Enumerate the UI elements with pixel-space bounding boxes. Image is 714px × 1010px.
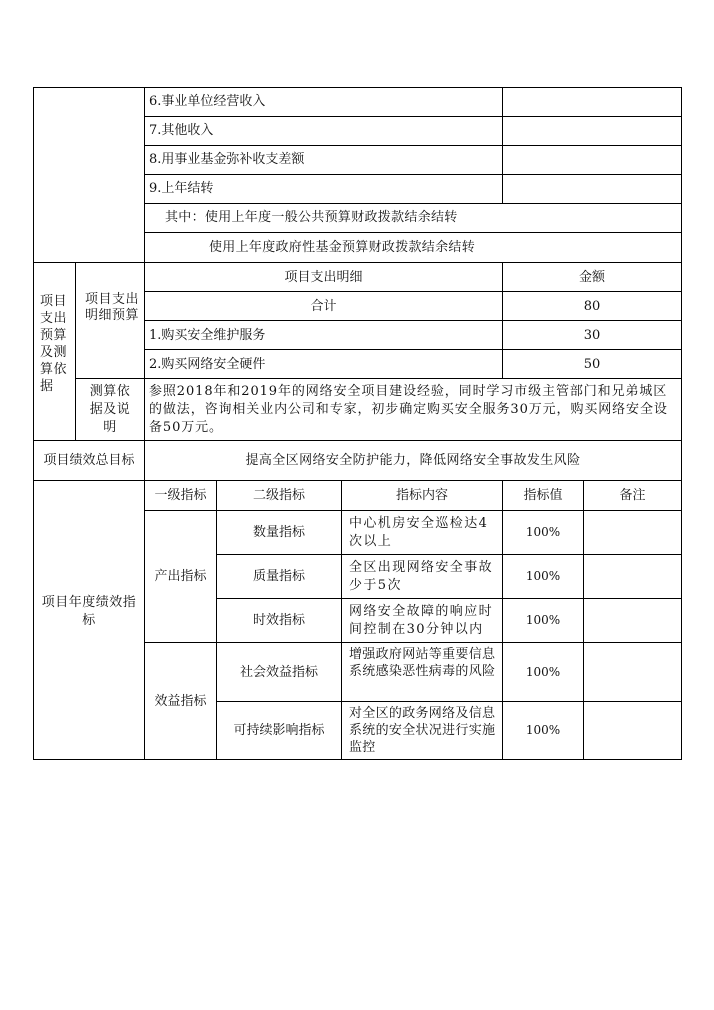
income-row-label: 8.用事业基金弥补收支差额 [149, 152, 305, 167]
level2-indicator: 社会效益指标 [239, 664, 318, 680]
budget-section-label: 项目支出预算及测算依据 [40, 294, 68, 394]
rule [144, 116, 682, 117]
detail-column-header: 项目支出明细 [284, 269, 363, 285]
rule [144, 232, 682, 233]
header-content: 指标内容 [395, 488, 448, 503]
budget-item-value: 50 [583, 356, 601, 372]
rule [144, 87, 145, 262]
rule [33, 759, 682, 760]
amount-column-header: 金额 [578, 269, 605, 285]
indicator-note [584, 599, 681, 642]
budget-item-name: 2.购买网络安全硬件 [149, 357, 266, 372]
budget-item-value: 30 [583, 327, 601, 343]
rule [341, 480, 342, 760]
level2-indicator: 可持续影响指标 [233, 723, 325, 738]
rule [144, 203, 682, 204]
indicator-note [584, 511, 681, 554]
level2-indicator: 时效指标 [252, 613, 305, 628]
indicator-value: 100% [525, 613, 561, 627]
indicator-note [584, 555, 681, 598]
level2-indicator: 质量指标 [252, 569, 305, 584]
rule [75, 262, 76, 440]
level2-indicator: 数量指标 [252, 525, 305, 540]
header-value: 指标值 [523, 488, 563, 503]
basis-label: 测算依据及说明 [89, 384, 131, 435]
header-note: 备注 [619, 488, 646, 503]
indicator-value: 100% [525, 525, 561, 539]
level1-indicator: 产出指标 [154, 569, 207, 584]
indicator-content: 中心机房安全巡检达4次以上 [349, 516, 489, 549]
income-row-label: 6.事业单位经营收入 [149, 94, 266, 109]
total-value: 80 [583, 298, 601, 314]
rule [75, 378, 682, 379]
indicator-value: 100% [525, 664, 561, 679]
indicator-value: 100% [525, 569, 561, 583]
rule [681, 87, 682, 760]
budget-detail-label: 项目支出明细预算 [84, 292, 139, 323]
indicator-content: 网络安全故障的响应时间控制在30分钟以内 [349, 604, 494, 637]
rule [502, 87, 503, 203]
indicator-note [584, 702, 681, 759]
income-row-label: 其中：使用上年度一般公共预算财政拨款结余结转 [165, 210, 458, 225]
indicator-content: 全区出现网络安全事故少于5次 [349, 560, 494, 593]
rule [33, 87, 682, 88]
goal-text: 提高全区网络安全防护能力，降低网络安全事故发生风险 [245, 453, 581, 468]
indicator-note [584, 643, 681, 701]
total-label: 合计 [310, 298, 337, 314]
budget-item-name: 1.购买安全维护服务 [149, 328, 266, 343]
header-level2: 二级指标 [252, 488, 305, 503]
income-row-label: 7.其他收入 [149, 123, 214, 138]
indicator-content: 增强政府网站等重要信息系统感染恶性病毒的风险 [349, 647, 496, 679]
indicator-value: 100% [525, 723, 561, 737]
goal-label: 项目绩效总目标 [43, 453, 135, 468]
header-level1: 一级指标 [154, 488, 207, 503]
rule [144, 145, 682, 146]
level1-indicator: 效益指标 [154, 693, 207, 709]
rule [144, 174, 682, 175]
basis-text: 参照2018年和2019年的网络安全项目建设经验，同时学习市级主管部门和兄弟城区的做法，咨询相关业内公司和专家，初步确定购买安全服务30万元，购买网络安全设备50万元。 [149, 384, 668, 435]
income-row-label: 使用上年度政府性基金预算财政拨款结余结转 [209, 240, 476, 255]
income-row-label: 9.上年结转 [149, 181, 214, 196]
rule [33, 87, 34, 760]
indicator-content: 对全区的政务网络及信息系统的安全状况进行实施监控 [349, 706, 496, 755]
indicators-section-label: 项目年度绩效指标 [41, 595, 137, 628]
